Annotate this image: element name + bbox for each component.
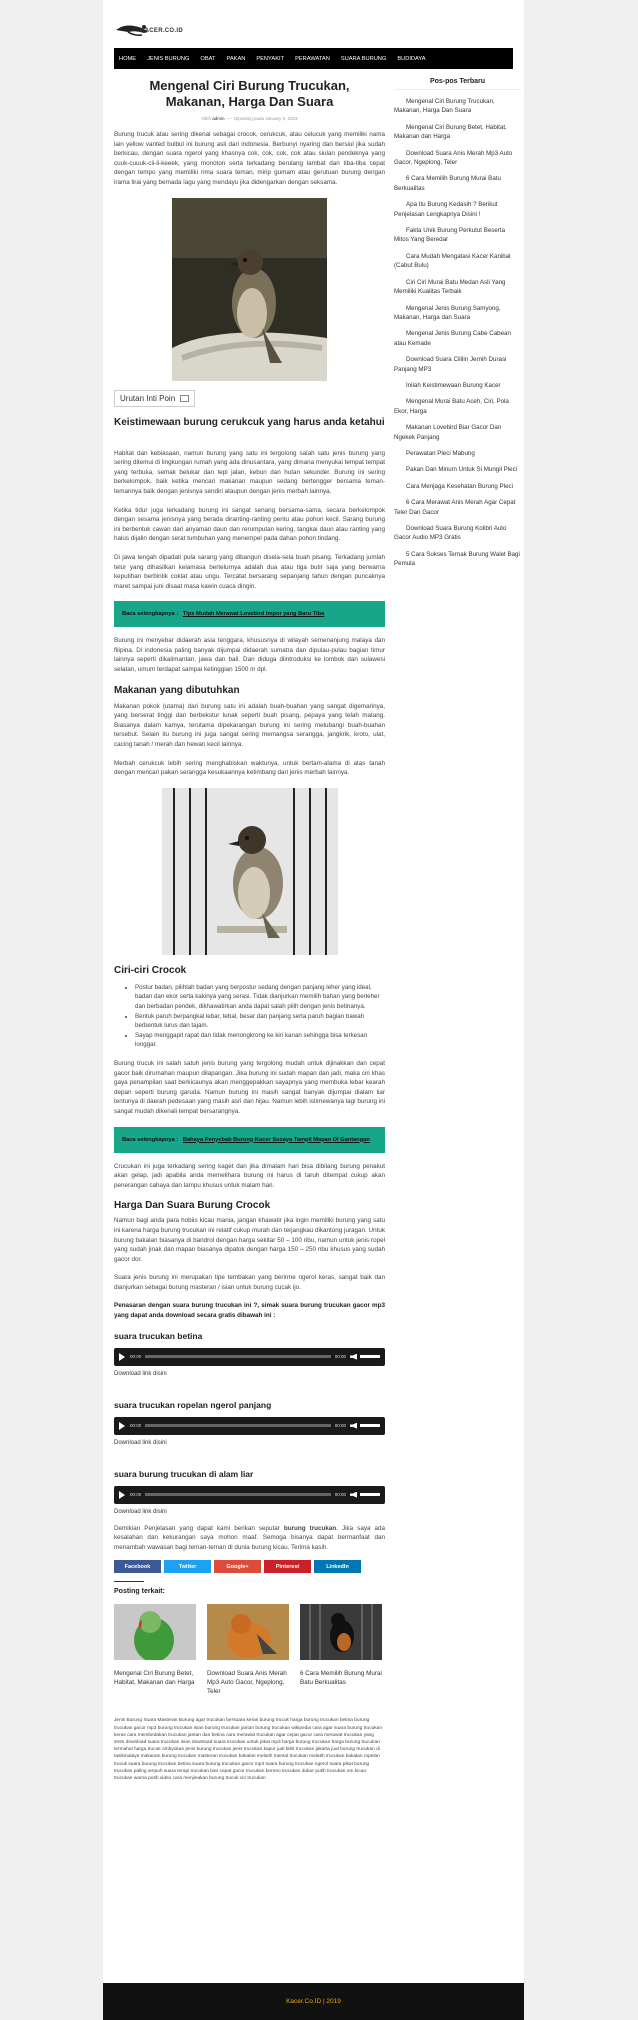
related-thumb-anis-merah[interactable] [207,1604,289,1660]
bird-image-1 [172,198,327,381]
closing-text-end: . Jika saya ada kesalahan dan kekurangan saya mohon maaf. Semoga bisanya dapat bermanfaat dan menambah wawasan bagi teman-teman di dunia burung kicau. Terima kasih. [114,1524,386,1551]
share-google-button[interactable]: Google+ [214,1560,261,1573]
play-icon[interactable] [119,1353,125,1361]
related-posts-title: Posting terkait: [114,1588,165,1596]
time-total: 00:00 [334,1423,346,1429]
list-icon [180,395,189,402]
related-post-card[interactable] [300,1604,382,1696]
sidebar-post-link[interactable]: Mengenal Ciri Burung Betet, Habitat, Makanan dan Harga [394,123,507,141]
article-meta: Oleh admin — Diposting pada January 9, 2023 [201,116,298,121]
toc-toggle[interactable] [114,390,195,407]
toc-label: Urutan Inti Poin [120,393,176,403]
article-title: Mengenal Ciri Burung Trucukan, Makanan, Harga Dan Suara [149,78,350,109]
sidebar [394,78,521,569]
nav-pakan[interactable]: PAKAN [226,55,246,62]
paragraph-penutup [114,1524,385,1553]
audio-player-3[interactable] [114,1486,385,1504]
sidebar-post-link[interactable]: Pakan Dan Minum Untuk Si Mungil Pleci [406,466,518,474]
time-total: 00:00 [334,1492,346,1498]
nav-obat[interactable]: OBAT [200,55,216,62]
time-current: 00:00 [130,1354,142,1360]
tag-list[interactable]: Jenis Burung Suara Masteran Burung agar trucukan bersuara keras burung trucuk harga burung trucukan betina burung trucukan gacor mp3 burung trucukan isian burung trucukan jantan burung trucukan wikipedia cara agar suara burung trucukan keras cara membedakan trucukan jantan dan betina cara merawat trucukan agar cepat gacor cara merawat trucukan yang stres download suara trucukan isian download suara trucukan untuk pikat mp3 harga burung trucukan harga burung trucukan termahal harga trucuk ombyokan jenis burung trucukan jenis trucukan kapur jual bibit trucukan jakarta jual burung trucukan di tasikmalaya makanan burung trucukan masteran trucukan bakalan melatih mental trucukan melatih trucukan bakalan ropelan trucuk suara burung trucukan betina suara burung trucukan gacor mp3 suara burung trucukan ngerol suara pikat burung trucukan paling ampuh suara terapi trucukan biar cepat gacor trucukan borneo trucukan dubur putih trucukan om kicau trucukan warna putih video cara menjinakan burung trucuk ciri trucukan [114,1718,382,1782]
sidebar-post-link[interactable]: Perawatan Pleci Mabung [406,449,475,457]
volume-slider[interactable] [360,1493,380,1496]
sidebar-post-link[interactable]: Apa Itu Burung Kedasih ? Berikut Penjelasan Lengkapnya Disini ! [394,201,498,218]
heading-makanan: Makanan yang dibutuhkan [114,684,240,696]
footer-text: Kacer.Co.ID | 2019 [286,1998,341,2005]
paragraph-makanan: Makanan pokok (utama) dari burung satu ini adalah buah-buahan yang sangat digemarinya, yang berserat tinggi dan berbekstur lunak seperti buah pisang, pepaya yang telah matang. Biasanya dalam kamya, terutama dipekarangan burung ini sering melubangi buah-buahan tersebut. Selain itu burung ini juga sangat sering memangsa serangga, jangkrik, kroto, ulat, cacing tanah / merah dan hewan kecil lainnya. [114,702,385,749]
paragraph-penasaran: Penasaran dengan suara burung trucukan ini ?, simak suara burung trucukan gacor mp3 yang dapat anda download secara gratis dibawah ini : [114,1302,385,1320]
main-nav [114,48,513,69]
related-prefix-1: Baca selengkapnya : [122,611,179,618]
sidebar-post-link[interactable]: Mengenal Jenis Burung Samyong, Makanan, Harga dan Suara [394,304,501,321]
author-link[interactable]: admin [212,116,225,121]
play-icon[interactable] [119,1422,125,1430]
closing-text: Demikian Penjelasan yang dapat kami berikan seputar [114,1524,280,1532]
sidebar-post-link[interactable]: Ciri Ciri Murai Batu Medan Asli Yang Memiliki Kualitas Terbaik [394,278,506,296]
paragraph-harga: Namun bagi anda para hobiis kicau mania, jangan khawatir jika ingin memiliki burung yang satu ini karena harga burung trucukan ini relatif cukup murah dan terjangkau dikantong juragan. Untuk burung bakalan biasanya di bandrol dengan harga sekitar 50 – 100 ribu, namun untuk jenis ropel yang sudah jinak dan mapan biasanya dipatok dengan harga 150 – 250 ribu khusus yang sudah gacor dor. [114,1217,385,1263]
volume-icon[interactable] [350,1492,357,1498]
sidebar-post-link[interactable]: Inilah Keistimewaan Burung Kacer [406,381,501,389]
paragraph-jinak: Burung trucuk ini salah satuh jenis burung yang tergolong mudah untuk dijinakkan dan cepat gacor baik dirumahan maupun dilapangan. Jika burung ini sudah mapan dan jadi, maka ciri khas gaya penampilan saat berkicaunya akan menggepakkan sayapnya yang membuka lebar kearah depan seperti burung garuda. Namun burung ini masih sangat banyak dijumpai dialam liar tentunya di daerah pedesaan yang masih asri dan hijau. Namun lebih istimewanya lagi burung ini sangat mudah dikenali tempat bersarangnya. [114,1059,385,1115]
sidebar-post-link[interactable]: Download Suara Burung Kolibri Auto Gacor Audio MP3 Gratis [394,525,507,542]
paragraph-telur: Di jawa tengah dipadati pula sarang yang dibangun disela-sela buah pisang. Terkadang jumlah telur yang dihasilkan kelamasa bertelurnya adalah dua atau tiga butir saja yang berwarna keputihan berbintik coklat atau ungu. Tercatat bersarang sepanjang tahun dengan puncaknya maret sampai juni disaat masa kawin cuaca dingin. [114,553,385,590]
heading-keistimewaan: Keistimewaan burung cerukcuk yang harus anda ketahui [114,416,385,428]
closing-bold: burung trucukan [283,1524,337,1532]
paragraph-suara: Suara jenis burung ini merupakan tipe tembakan yang berirme ngerol keras, sangat baik dan dianjurkan sebagai burung masteran / isian untuk burung cucak ijo. [114,1274,385,1291]
audio-title-2: suara trucukan ropelan ngerol panjang [114,1399,272,1410]
time-current: 00:00 [130,1492,142,1498]
paragraph-persebaran: Burung ini menyebar didaerah asia tenggara, khususnya di wilayah semenanjung malaya dan filipina. Di indonesia paling banyak dijumpai didaerah sumatra dan dipulau-pulau bagian timur lainnya seperti dikalimantan, jawa dan bali. Dan diduga diintroduksi ke lombok dan sulawesi selatan, umum terdapat sampai ketinggian 1500 m dpl. [114,637,385,674]
page [103,0,524,2020]
related-post-card[interactable] [114,1604,196,1696]
sidebar-post-link[interactable]: 6 Cara Memilih Burung Murai Batu Berkualitas [394,175,501,192]
paragraph-merbah: Merbah cerukcuk lebih sering menghabiskan waktunya, untuk bertam-alama di atas tanah dengan mencari pakan serangga kesukaannya ketimbang dari jenis merbah lainnya. [114,759,385,777]
related-post-title[interactable]: Mengenal Ciri Burung Betet, Habitat, Makanan dan Harga [114,1670,195,1687]
related-post-title[interactable]: 6 Cara Memilih Burung Murai Batu Berkualitas [300,1670,382,1687]
nav-budidaya[interactable]: BUDIDAYA [397,55,426,62]
related-post-card[interactable] [207,1604,289,1696]
paragraph-habitat: Habitat dan kebiasaan, namun burung yang satu ini tergolong salah satu jenis burung yang sering ditemui di lingkungan rumah yang ada dinusantara, yang dimana menyukai tempat tempat yang terbuka, semak belukar dan tepi jalan, kebun dan hutan sekunder. Burung ini sering berkelompok, baik ketika mencari makanan maupun sedang bertengger bersama teman-temannya baik dengan jenisnya sendiri ataupun dengan jenis merbah lainnya. [114,449,385,495]
related-box-2 [114,1127,385,1153]
download-link-3[interactable]: Download link disini [114,1508,167,1515]
sidebar-post-link[interactable]: Makanan Lovebird Biar Gacor Dan Ngekek Panjang [394,424,502,441]
share-linkedin-button[interactable]: LinkedIn [314,1560,361,1573]
intro-paragraph: Burung trucuk atau sering dikenal sebagai crocok, cerukcuk, atau celucuk yang memiliki nama lain yellow vanted bulbul ini burung asli dari indonesia. Berbunyi nyaring dan bersiul jika sudah berkicau, dengan suara ngerol yang khasnya cok, cok, cok, cok atau siulan pendeknya yang cuuk-cuuuk-cii-li-keeek, yang monoton serta terkadang berulang lambat dan tiba-tiba cepat dengan tempo yang memiliki rima suara teman, mirip gumam atau gerutuan burung dengan irama lirai yang bernada lagu yang mendayu jika didengarkan dengan seksama. [114,131,385,186]
share-buttons [114,1560,385,1573]
sidebar-post-link[interactable]: Mengenal Murai Batu Aceh, Ciri, Pola Ekor, Harga [394,398,509,415]
sidebar-post-link[interactable]: Download Suara Anis Merah Mp3 Auto Gacor, Ngeplong, Teler [394,149,513,167]
play-icon[interactable] [119,1491,125,1499]
nav-penyakit[interactable]: PENYAKIT [256,55,285,62]
list-item: • Postur badan, pilihlah badan yang berpostur sedang dengan panjang leher yang ideal, badan dan ekor serta kakinya yang serasi. Tidak dianjurkan memilih bahan yang berleher dan berbadan pendek, dikhawatirkan anda dapat salah pilih dengan jenis betinanya. [135,983,385,1012]
paragraph-penakut: Crucukan ini juga terkadang sering kaget dan jika dimalam hari bisa dibilang burung penakut akan gelap, jadi apabila anda memelihara burung ini harus di taruh ditempat cukup akan penerangan cahaya dan lampu khusus untuk malam hari. [114,1162,385,1189]
meta-date: Diposting pada January 9, 2023 [234,116,298,121]
share-twitter-button[interactable]: Twitter [164,1560,211,1573]
list-item: • Bentuk paruh berpangkal lebar, tebal, besar dan panjang serta paruh bagian bawah berbentuk lurus dan tajam. [135,1012,385,1031]
audio-title-3: suara burung trucukan di alam liar [114,1468,254,1479]
volume-icon[interactable] [350,1423,357,1429]
ciri-list [114,983,385,1050]
sidebar-post-link[interactable]: Cara Menjaga Kesehatan Burung Pleci [406,482,513,490]
related-posts [114,1604,385,1696]
sidebar-post-link[interactable]: 5 Cara Sukses Ternak Burung Walet Bagi Pemula [394,550,520,568]
related-thumb-murai-batu[interactable] [300,1604,382,1660]
nav-home[interactable]: HOME [119,55,137,62]
related-prefix-2: Baca selengkapnya : [122,1136,179,1143]
sidebar-post-link[interactable]: 6 Cara Merawat Anis Merah Agar Cepat Teler Dan Gacor [394,499,516,516]
sidebar-post-link[interactable]: Fakta Unik Burung Perkutut Beserta Mitos Yang Beredar [394,227,506,244]
article [114,78,385,1782]
volume-slider[interactable] [360,1355,380,1358]
sidebar-post-link[interactable]: Mengenal Jenis Burung Cabe Cabean atau Kemade [394,330,511,347]
related-link-2[interactable]: Bahaya Penyebab Burung Kacer Susaya Tampil Mapan Di Gantangan [182,1136,370,1143]
site-logo-text: KACER.CO.ID [140,28,183,34]
sidebar-post-link[interactable]: Download Suara Cililin Jernih Durasi Panjang MP3 [394,356,507,373]
sidebar-post-link[interactable]: Mengenal Ciri Burung Trucukan, Makanan, Harga Dan Suara [394,98,495,115]
related-box-1 [114,601,385,627]
related-post-title[interactable]: Download Suara Anis Merah Mp3 Auto Gacor, Ngeplong, Teler [207,1670,287,1696]
paragraph-sarang: Ketika tidur juga terkadang burung ini sangat senang bersama-sama, secara berkelompok dengan sesama jenisnya yang berada diranting-ranting pentu atau pohon kecil. Sarang burung ini berbentuk cawan dari anyaman daun dan rerumputan kering, tangkai daun atau ranting yang halus dijalin dengan serat tumbuhan yang menempel pada dahan pohon tindang. [114,506,385,543]
footer [103,1983,524,2020]
heading-ciri: Ciri-ciri Crocok [114,964,187,976]
audio-player-2[interactable] [114,1417,385,1435]
share-facebook-button[interactable]: Facebook [114,1560,161,1573]
related-thumb-betet[interactable] [114,1604,196,1660]
list-item: • Sayap menggapit rapat dan tidak menongkrong ke kiri kanan sehingga bisa terkesan longgar. [135,1031,385,1050]
seek-bar[interactable] [145,1424,330,1427]
divider [114,1581,144,1582]
bird-image-2 [162,788,338,955]
nav-suara-burung[interactable]: SUARA BURUNG [340,55,387,62]
sidebar-title: Pos-pos Terbaru [394,78,521,90]
volume-icon[interactable] [350,1354,357,1360]
time-current: 00:00 [130,1423,142,1429]
share-pinterest-button[interactable]: Pinterest [264,1560,311,1573]
seek-bar[interactable] [145,1355,330,1358]
download-link-1[interactable]: Download link disini [114,1370,167,1377]
volume-slider[interactable] [360,1424,380,1427]
sidebar-post-link[interactable]: Cara Mudah Mengatasi Kacer Kanibal (Cabut Bulu) [394,252,511,270]
meta-prefix: Oleh [201,116,211,121]
audio-title-1: suara trucukan betina [114,1330,203,1341]
nav-jenis-burung[interactable]: JENIS BURUNG [147,55,190,62]
audio-player-1[interactable] [114,1348,385,1366]
related-link-1[interactable]: Tips Mudah Merawat Lovebird Impor yang Baru Tiba [182,611,325,618]
seek-bar[interactable] [145,1493,330,1496]
time-total: 00:00 [334,1354,346,1360]
download-link-2[interactable]: Download link disini [114,1439,167,1446]
heading-harga: Harga Dan Suara Burung Crocok [114,1200,271,1212]
nav-perawatan[interactable]: PERAWATAN [295,55,330,62]
